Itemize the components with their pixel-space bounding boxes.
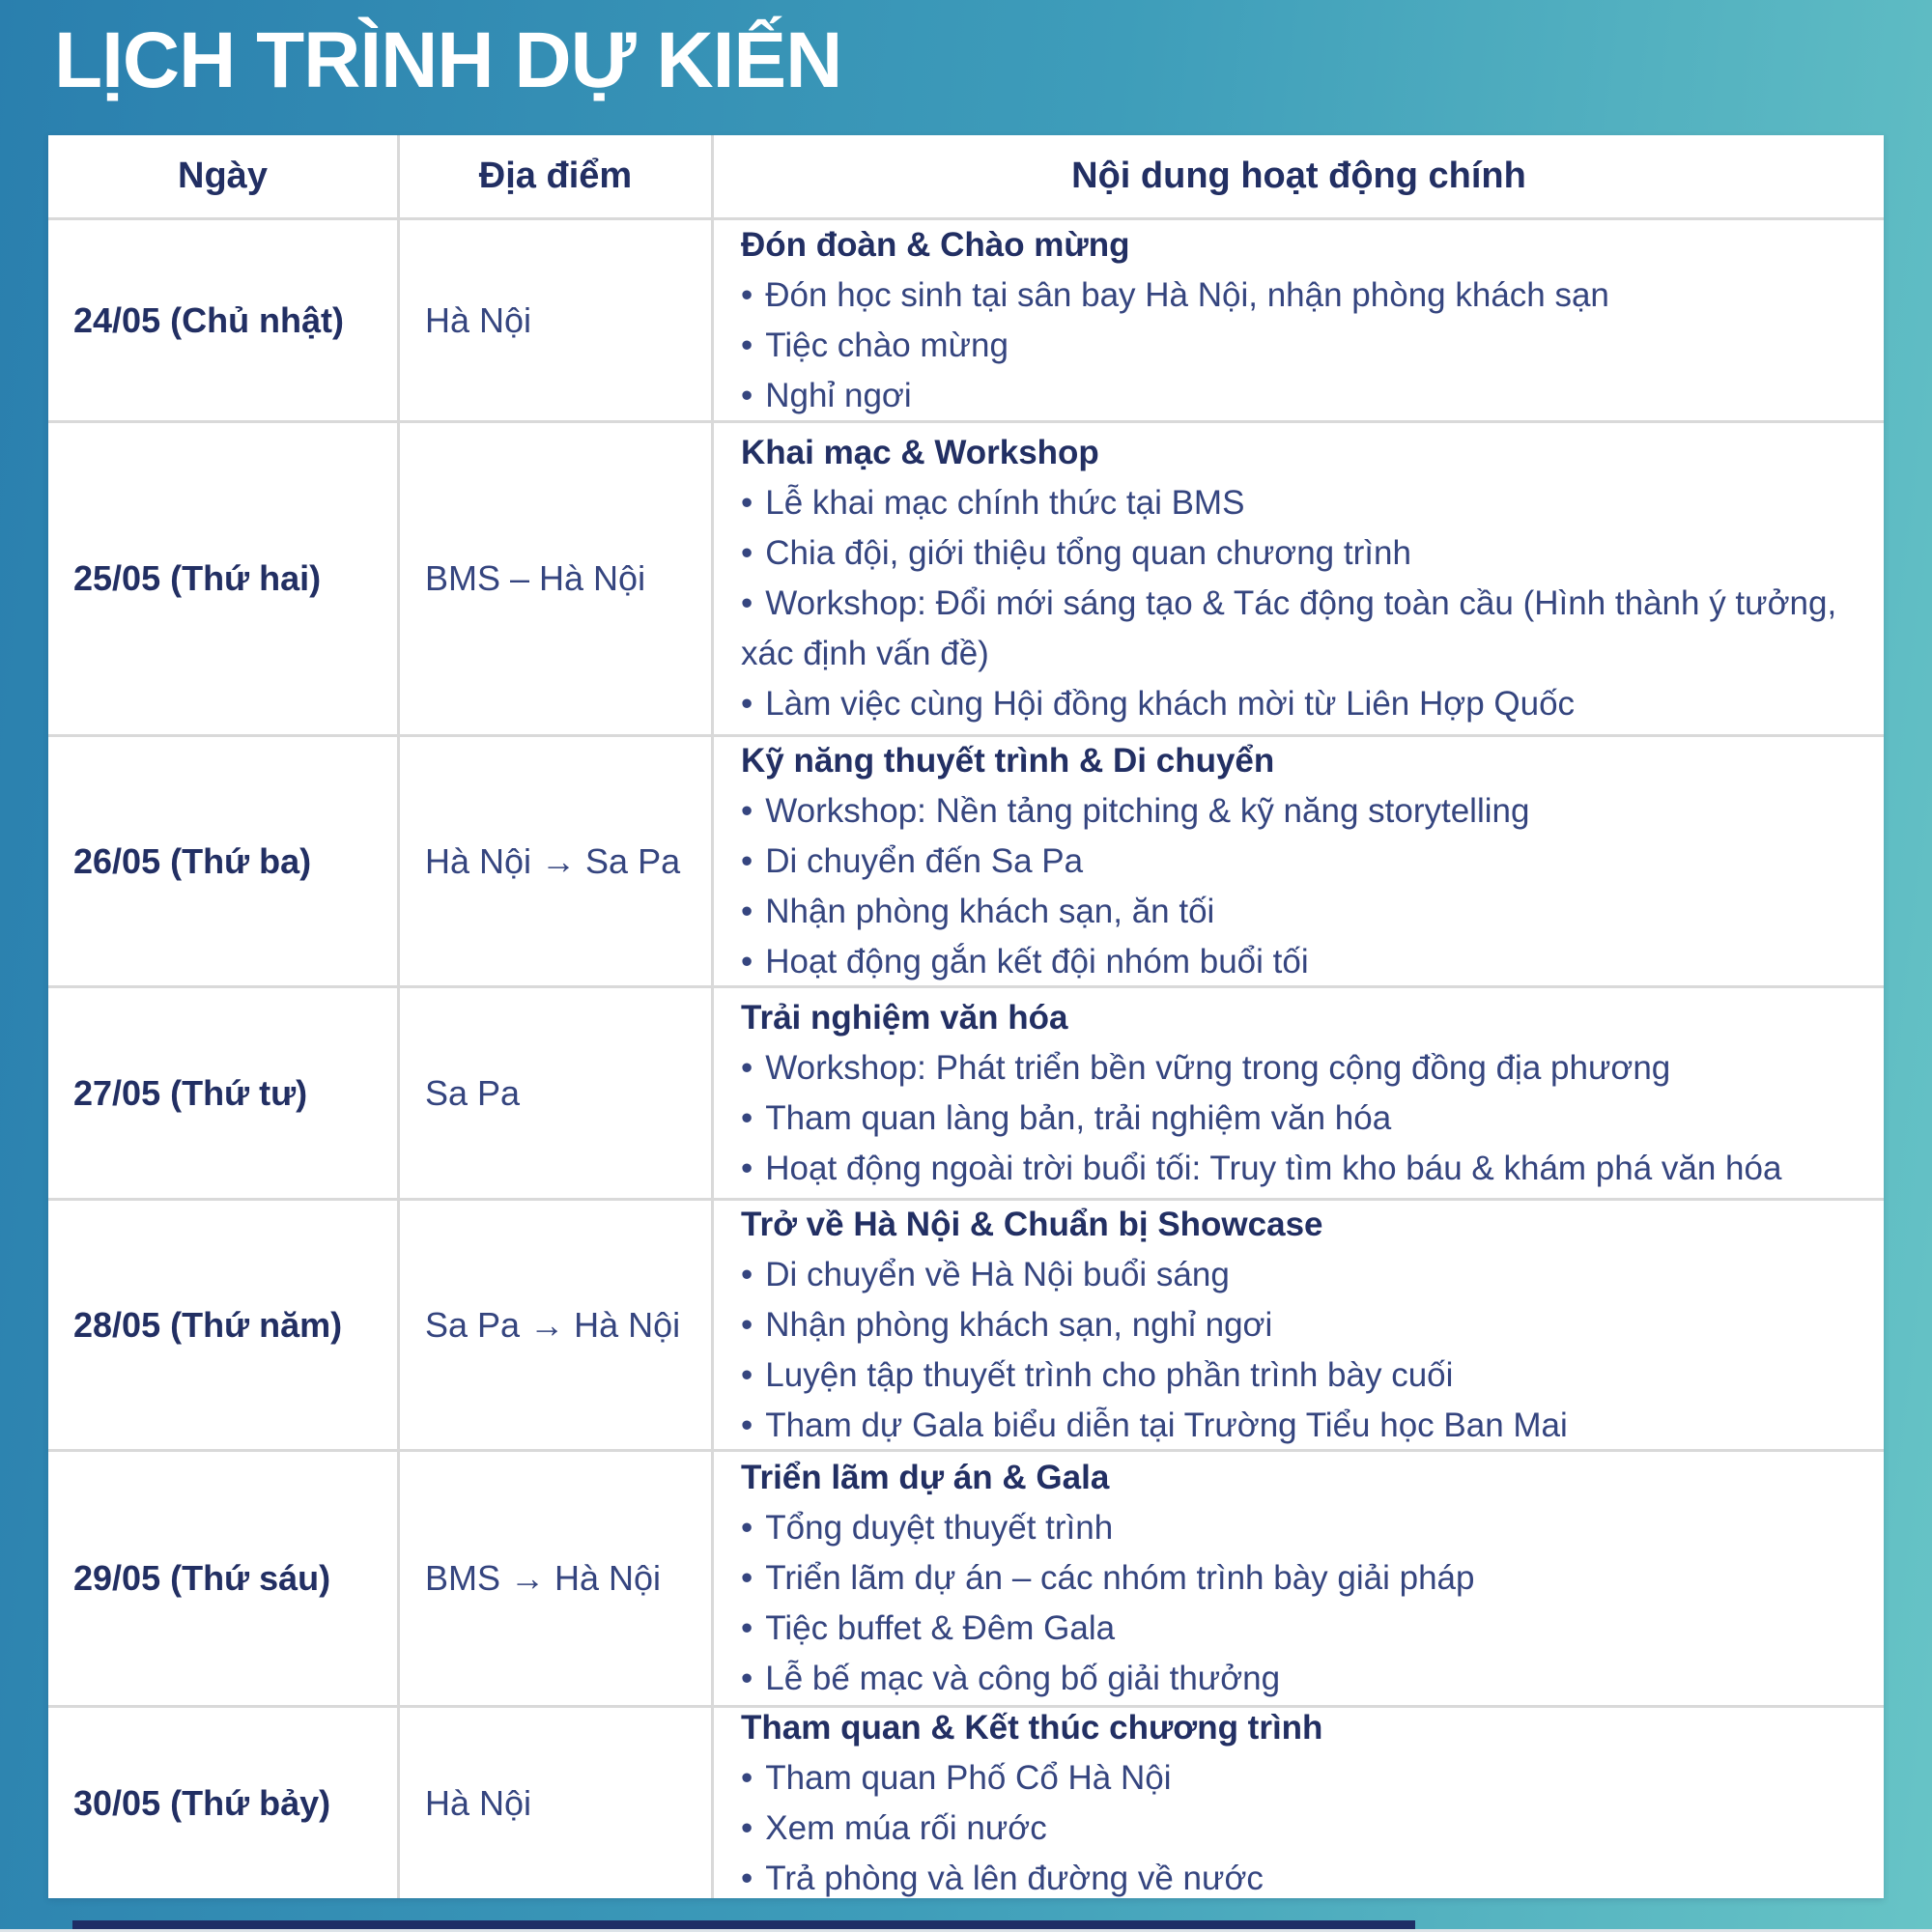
activity-heading: Trải nghiệm văn hóa [741, 998, 1068, 1037]
bullet-icon: • [741, 534, 753, 572]
activity-text: Lễ bế mạc và công bố giải thưởng [765, 1660, 1281, 1697]
bullet-icon: • [741, 1255, 753, 1293]
activity-text: Triển lãm dự án – các nhóm trình bày giải pháp [765, 1559, 1475, 1597]
activity-text: Nghỉ ngơi [765, 376, 912, 414]
content-cell [711, 423, 1884, 734]
page-title: LỊCH TRÌNH DỰ KIẾN [54, 16, 842, 104]
table-row [48, 420, 1884, 734]
activity-bullet [741, 1250, 1869, 1300]
content-cell [711, 1708, 1884, 1898]
location-cell: Hà Nội [397, 1708, 711, 1898]
activity-bullet [741, 837, 1869, 887]
activity-heading: Triển lãm dự án & Gala [741, 1459, 1110, 1496]
activity-heading: Trở về Hà Nội & Chuẩn bị Showcase [741, 1205, 1323, 1243]
activity-bullet [741, 1854, 1869, 1904]
table-row [48, 734, 1884, 985]
bullet-icon: • [741, 1859, 753, 1897]
content-cell [711, 988, 1884, 1198]
location-cell: BMS – Hà Nội [397, 423, 711, 734]
bullet-icon: • [741, 584, 753, 622]
activity-bullet [741, 371, 1869, 421]
bullet-icon: • [741, 1149, 753, 1187]
activity-bullet [741, 1654, 1869, 1704]
activity-text: Nhận phòng khách sạn, ăn tối [765, 892, 1215, 930]
activity-text: Di chuyển đến Sa Pa [765, 841, 1084, 880]
bullet-icon: • [741, 1758, 753, 1797]
activity-text: Xem múa rối nước [765, 1808, 1047, 1847]
activity-bullet [741, 887, 1869, 937]
bullet-icon: • [741, 326, 753, 364]
activity-text: Nhận phòng khách sạn, nghỉ ngơi [765, 1305, 1273, 1344]
activity-bullet [741, 321, 1869, 371]
bullet-icon: • [741, 1559, 753, 1597]
location-cell: Hà Nội → Sa Pa [397, 737, 711, 985]
bottom-accent-bar [72, 1920, 1415, 1929]
activity-bullet [741, 270, 1869, 321]
bullet-icon: • [741, 1406, 753, 1444]
bullet-icon: • [741, 275, 753, 314]
activity-bullet [741, 1503, 1869, 1553]
column-header-content: Nội dung hoạt động chính [711, 135, 1884, 217]
activity-bullet [741, 1553, 1869, 1604]
bullet-icon: • [741, 1098, 753, 1137]
table-row [48, 217, 1884, 420]
activity-text: Hoạt động ngoài trời buổi tối: Truy tìm kho báu & khám phá văn hóa [765, 1149, 1782, 1187]
activity-text: Làm việc cùng Hội đồng khách mời từ Liên Hợp Quốc [765, 685, 1576, 723]
bullet-icon: • [741, 376, 753, 414]
activity-text: Di chuyển về Hà Nội buổi sáng [765, 1255, 1230, 1293]
table-header-row [48, 135, 1884, 217]
column-header-date: Ngày [178, 156, 268, 196]
activity-text: Luyện tập thuyết trình cho phần trình bày cuối [765, 1355, 1454, 1394]
activity-bullet [741, 1401, 1869, 1451]
activity-bullet [741, 679, 1869, 729]
activity-bullet [741, 579, 1869, 679]
activity-bullet [741, 1604, 1869, 1654]
activity-text: Tổng duyệt thuyết trình [765, 1509, 1114, 1547]
activity-heading: Tham quan & Kết thúc chương trình [741, 1708, 1323, 1747]
bullet-icon: • [741, 685, 753, 723]
activity-text: Đón học sinh tại sân bay Hà Nội, nhận phòng khách sạn [765, 275, 1609, 314]
activity-text: Tiệc buffet & Đêm Gala [765, 1609, 1116, 1647]
activity-bullet [741, 1144, 1869, 1194]
activity-bullet [741, 528, 1869, 579]
activity-bullet [741, 1753, 1869, 1804]
activity-bullet [741, 937, 1869, 987]
activity-text: Workshop: Nền tảng pitching & kỹ năng storytelling [765, 791, 1530, 830]
activity-text: Tham quan làng bản, trải nghiệm văn hóa [765, 1098, 1392, 1137]
itinerary-table [48, 135, 1884, 1898]
activity-bullet [741, 1094, 1869, 1144]
activity-heading: Đón đoàn & Chào mừng [741, 225, 1130, 264]
table-row [48, 1198, 1884, 1449]
content-cell [711, 1201, 1884, 1449]
activity-bullet [741, 1043, 1869, 1094]
column-header-location: Địa điểm [397, 135, 711, 217]
bullet-icon: • [741, 1660, 753, 1697]
activity-bullet [741, 1804, 1869, 1854]
bullet-icon: • [741, 1048, 753, 1087]
activity-bullet [741, 1350, 1869, 1401]
bullet-icon: • [741, 892, 753, 930]
bullet-icon: • [741, 791, 753, 830]
activity-text: Chia đội, giới thiệu tổng quan chương trình [765, 534, 1411, 572]
location-cell: Sa Pa [397, 988, 711, 1198]
activity-bullet [741, 786, 1869, 837]
bullet-icon: • [741, 484, 753, 522]
date-cell: 27/05 (Thứ tư) [73, 1072, 308, 1113]
activity-text: Workshop: Đổi mới sáng tạo & Tác động toàn cầu (Hình thành ý tưởng, xác định vấn đề) [741, 584, 1837, 672]
bullet-icon: • [741, 1509, 753, 1547]
activity-heading: Kỹ năng thuyết trình & Di chuyển [741, 741, 1275, 780]
bullet-icon: • [741, 1355, 753, 1394]
date-cell: 26/05 (Thứ ba) [73, 840, 312, 881]
activity-text: Hoạt động gắn kết đội nhóm buổi tối [765, 942, 1309, 980]
content-cell [711, 1452, 1884, 1705]
activity-bullet [741, 478, 1869, 528]
activity-text: Trả phòng và lên đường về nước [765, 1859, 1264, 1897]
location-cell: Sa Pa → Hà Nội [397, 1201, 711, 1449]
activity-text: Lễ khai mạc chính thức tại BMS [765, 484, 1245, 522]
activity-bullet [741, 1300, 1869, 1350]
date-cell: 30/05 (Thứ bảy) [73, 1782, 331, 1823]
bullet-icon: • [741, 942, 753, 980]
content-cell [711, 220, 1884, 420]
content-cell [711, 737, 1884, 985]
date-cell: 29/05 (Thứ sáu) [73, 1558, 331, 1598]
bullet-icon: • [741, 1808, 753, 1847]
activity-text: Tiệc chào mừng [765, 326, 1009, 364]
location-cell: BMS → Hà Nội [397, 1452, 711, 1705]
bullet-icon: • [741, 841, 753, 880]
table-row [48, 1449, 1884, 1705]
table-row [48, 985, 1884, 1198]
date-cell: 28/05 (Thứ năm) [73, 1304, 343, 1345]
activity-heading: Khai mạc & Workshop [741, 434, 1099, 471]
bullet-icon: • [741, 1609, 753, 1647]
date-cell: 25/05 (Thứ hai) [73, 558, 322, 598]
activity-text: Workshop: Phát triển bền vững trong cộng đồng địa phương [765, 1048, 1671, 1087]
location-cell: Hà Nội [397, 220, 711, 420]
activity-text: Tham quan Phố Cổ Hà Nội [765, 1758, 1172, 1797]
table-row [48, 1705, 1884, 1898]
date-cell: 24/05 (Chủ nhật) [73, 299, 345, 340]
activity-text: Tham dự Gala biểu diễn tại Trường Tiểu học Ban Mai [765, 1406, 1568, 1444]
bullet-icon: • [741, 1305, 753, 1344]
